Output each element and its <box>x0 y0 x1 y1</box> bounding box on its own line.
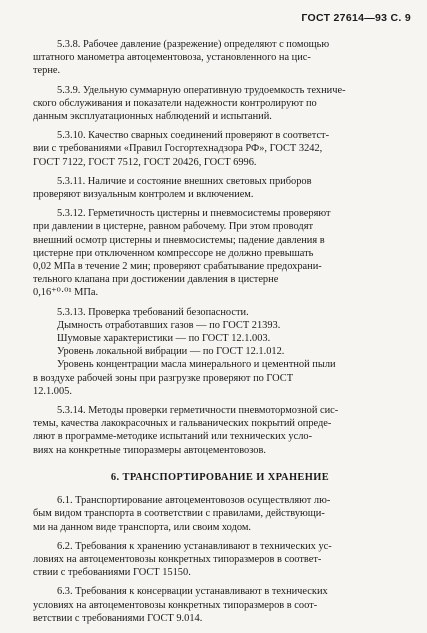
text-line: ветствии с требованиями ГОСТ 9.014. <box>33 612 203 624</box>
text-line: 0,16⁺⁰·⁰¹ МПа. <box>33 287 99 299</box>
text-line: Уровень локальной вибрации — по ГОСТ 12.1.012. <box>57 346 285 358</box>
text-line: Уровень концентрации масла минерального и цементной пыли <box>57 359 336 371</box>
document-body <box>33 38 407 631</box>
text-line: 6.1. Транспортирование автоцементовозов осуществляют лю- <box>57 495 331 507</box>
text-line: 5.3.14. Методы проверки герметичности пневмотормозной сис- <box>57 405 339 417</box>
paragraph-5-3-14 <box>33 404 407 457</box>
page-header: ГОСТ 27614—93 С. 9 <box>301 12 411 24</box>
paragraph-6-3 <box>33 585 407 625</box>
text-line: данным эксплуатационных наблюдений и испытаний. <box>33 111 272 123</box>
text-line: ГОСТ 7122, ГОСТ 7512, ГОСТ 20426, ГОСТ 6996. <box>33 156 257 168</box>
text-line: при давлении в цистерне, равном рабочему. При этом проводят <box>33 221 314 233</box>
paragraph-5-3-11 <box>33 175 407 201</box>
text-line: штатного манометра автоцементовоза, установленного на цис- <box>33 52 311 64</box>
text-line: проверяют визуальным контролем и включением. <box>33 189 254 201</box>
text-line: 5.3.9. Удельную суммарную оперативную трудоемкость техниче- <box>57 84 346 96</box>
text-line: ляют в программе-методике испытаний или технических усло- <box>33 431 313 443</box>
text-line: ствии с требованиями ГОСТ 15150. <box>33 567 191 579</box>
text-line: тельного клапана при достижении давления в цистерне <box>33 274 279 286</box>
text-line: 6.2. Требования к хранению устанавливают в технических ус- <box>57 540 332 552</box>
text-line: Шумовые характеристики — по ГОСТ 12.1.003. <box>57 333 271 345</box>
text-line: ского обслуживания и показатели надежности контролируют по <box>33 97 317 109</box>
text-line: ловиях на автоцементовозы конкретных типоразмеров в соответ- <box>33 553 322 565</box>
text-line: темы, качества лакокрасочных и гальванических покрытий опреде- <box>33 418 332 430</box>
text-line: 12.1.005. <box>33 385 72 397</box>
paragraph-5-3-10 <box>33 129 407 169</box>
paragraph-5-3-8 <box>33 38 407 78</box>
text-line: 0,02 МПа в течение 2 мин; проверяют срабатывание предохрани- <box>33 261 322 273</box>
text-line: внешний осмотр цистерны и пневмосистемы; падение давления в <box>33 234 325 246</box>
text-line: виях на конкретные типоразмеры автоцементовозов. <box>33 444 266 456</box>
text-line: 5.3.8. Рабочее давление (разрежение) определяют с помощью <box>57 39 330 50</box>
text-line: 5.3.11. Наличие и состояние внешних световых приборов <box>57 175 312 187</box>
text-line: в воздухе рабочей зоны при разгрузке проверяют по ГОСТ <box>33 372 294 384</box>
paragraph-6-1 <box>33 494 407 534</box>
text-line: цистерне при отключенном компрессоре не должно превышать <box>33 247 314 259</box>
text-line: вии с требованиями «Правил Госгортехнадзора РФ», ГОСТ 3242, <box>33 143 323 155</box>
text-line: 5.3.10. Качество сварных соединений проверяют в соответст- <box>57 130 330 142</box>
paragraph-6-2 <box>33 540 407 580</box>
text-line: Дымность отработавших газов — по ГОСТ 21393. <box>57 319 281 331</box>
paragraph-5-3-9 <box>33 84 407 124</box>
text-line: 6.3. Требования к консервации устанавливают в технических <box>57 586 328 598</box>
text-line: 5.3.12. Герметичность цистерны и пневмосистемы проверяют <box>57 208 331 220</box>
text-line: 5.3.13. Проверка требований безопасности. <box>57 306 249 318</box>
text-line: терне. <box>33 65 61 77</box>
paragraph-5-3-12 <box>33 207 407 299</box>
text-line: ми на данном виде транспорта, или своим ходом. <box>33 521 252 533</box>
section-title: 6. ТРАНСПОРТИРОВАНИЕ И ХРАНЕНИЕ <box>110 471 330 483</box>
text-line: бым видом транспорта в соответствии с правилами, действующи- <box>33 508 325 520</box>
text-line: условиях на автоцементовозы конкретных типоразмеров в соот- <box>33 599 318 611</box>
paragraph-5-3-13 <box>33 306 407 398</box>
